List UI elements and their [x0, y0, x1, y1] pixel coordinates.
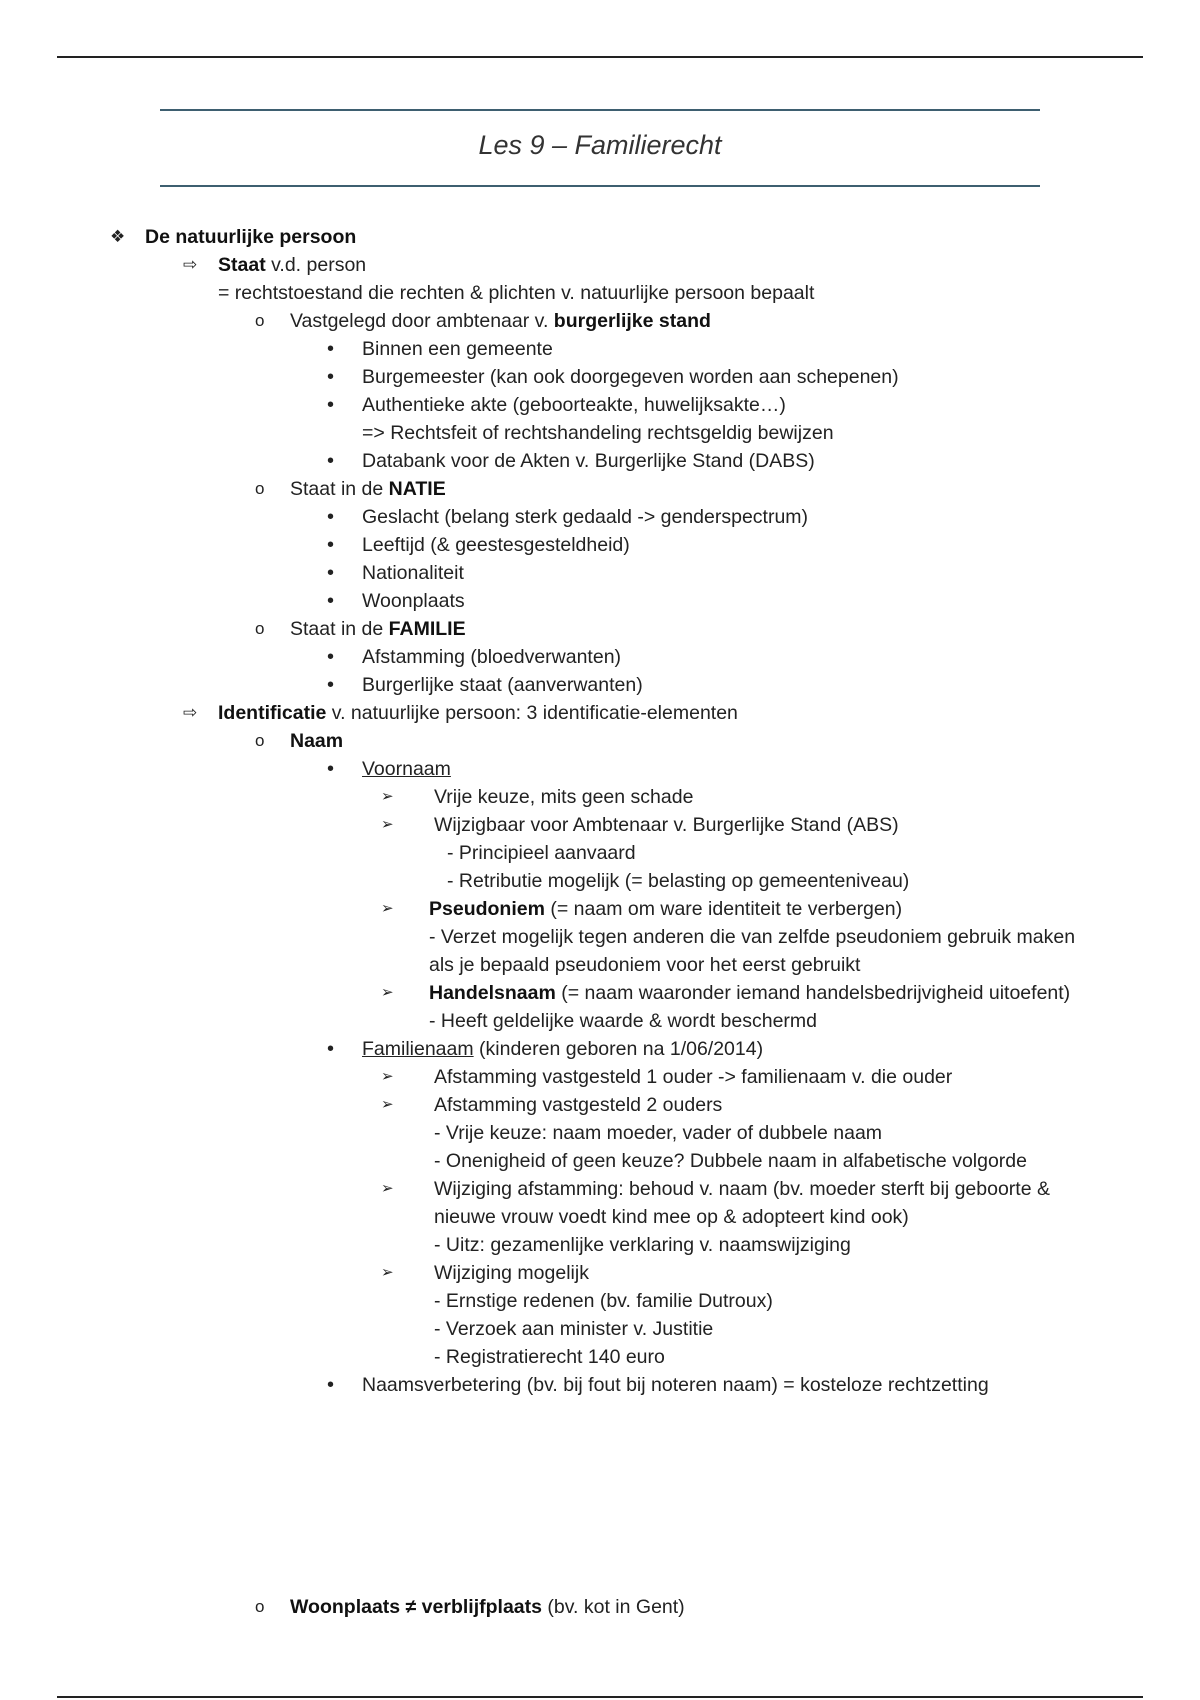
chevron-bullet-icon: ➢: [381, 816, 394, 833]
chevron-bullet-icon: ➢: [381, 788, 394, 805]
woonplaats-heading: Woonplaats ≠ verblijfplaats (bv. kot in Gent): [290, 1596, 685, 1618]
dot-bullet-icon: •: [327, 1374, 335, 1396]
staat-definition: = rechtstoestand die rechten & plichten v. natuurlijke persoon bepaalt: [218, 282, 815, 304]
familienaam-heading: Familienaam (kinderen geboren na 1/06/2014): [362, 1038, 764, 1060]
list-subitem: - Uitz: gezamenlijke verklaring v. naamswijziging: [434, 1234, 851, 1256]
dot-bullet-icon: •: [327, 1038, 335, 1060]
list-item: Afstamming vastgesteld 2 ouders: [434, 1094, 723, 1116]
diamond-bullet-icon: ❖: [110, 227, 126, 246]
list-item: Leeftijd (& geestesgesteldheid): [362, 534, 630, 556]
dot-bullet-icon: •: [327, 758, 335, 780]
vastgelegd-heading: Vastgelegd door ambtenaar v. burgerlijke stand: [290, 310, 711, 332]
title-rule-top: [160, 109, 1040, 111]
chevron-bullet-icon: ➢: [381, 1264, 394, 1281]
list-item: Wijzigbaar voor Ambtenaar v. Burgerlijke Stand (ABS): [434, 814, 899, 836]
list-item: Wijziging afstamming: behoud v. naam (bv. moeder sterft bij geboorte &: [434, 1178, 1050, 1200]
list-item: Databank voor de Akten v. Burgerlijke Stand (DABS): [362, 450, 815, 472]
circle-bullet-icon: o: [255, 731, 265, 750]
voornaam-heading: Voornaam: [362, 758, 451, 780]
list-subitem: - Onenigheid of geen keuze? Dubbele naam in alfabetische volgorde: [434, 1150, 1027, 1172]
circle-bullet-icon: o: [255, 479, 265, 498]
identificatie-heading: Identificatie v. natuurlijke persoon: 3 identificatie-elementen: [218, 702, 738, 724]
list-subitem: als je bepaald pseudoniem voor het eerst gebruikt: [429, 954, 861, 976]
natie-heading: Staat in de NATIE: [290, 478, 446, 500]
list-subitem: - Verzet mogelijk tegen anderen die van zelfde pseudoniem gebruik maken: [429, 926, 1076, 948]
dot-bullet-icon: •: [327, 562, 335, 584]
list-subitem: - Registratierecht 140 euro: [434, 1346, 665, 1368]
chevron-bullet-icon: ➢: [381, 900, 394, 917]
dot-bullet-icon: •: [327, 534, 335, 556]
dot-bullet-icon: •: [327, 674, 335, 696]
list-item: Burgemeester (kan ook doorgegeven worden aan schepenen): [362, 366, 899, 388]
list-subitem: - Verzoek aan minister v. Justitie: [434, 1318, 714, 1340]
list-item: Naamsverbetering (bv. bij fout bij noteren naam) = kosteloze rechtzetting: [362, 1374, 989, 1396]
dot-bullet-icon: •: [327, 590, 335, 612]
circle-bullet-icon: o: [255, 619, 265, 638]
chevron-bullet-icon: ➢: [381, 1180, 394, 1197]
dot-bullet-icon: •: [327, 506, 335, 528]
list-item: Geslacht (belang sterk gedaald -> genderspectrum): [362, 506, 809, 528]
chevron-bullet-icon: ➢: [381, 984, 394, 1001]
familie-heading: Staat in de FAMILIE: [290, 618, 466, 640]
dot-bullet-icon: •: [327, 450, 335, 472]
handelsnaam-item: Handelsnaam (= naam waaronder iemand handelsbedrijvigheid uitoefent): [429, 982, 1071, 1004]
chevron-bullet-icon: ➢: [381, 1068, 394, 1085]
pseudoniem-item: Pseudoniem (= naam om ware identiteit te verbergen): [429, 898, 903, 920]
list-subitem: - Principieel aanvaard: [447, 842, 636, 864]
list-item: Wijziging mogelijk: [434, 1262, 589, 1284]
list-subitem: - Heeft geldelijke waarde & wordt beschermd: [429, 1010, 818, 1032]
page-title: Les 9 – Familierecht: [478, 130, 722, 160]
list-item: Vrije keuze, mits geen schade: [434, 786, 694, 808]
circle-bullet-icon: o: [255, 1597, 265, 1616]
top-rule: [57, 56, 1143, 58]
title-rule-bottom: [160, 185, 1040, 187]
staat-heading: Staat v.d. person: [218, 254, 367, 276]
arrow-bullet-icon: ⇨: [183, 703, 198, 722]
list-item: Afstamming (bloedverwanten): [362, 646, 622, 668]
bottom-rule: [57, 1696, 1143, 1698]
list-item-continuation: nieuwe vrouw voedt kind mee op & adopteert kind ook): [434, 1206, 909, 1228]
dot-bullet-icon: •: [327, 394, 335, 416]
list-item: Authentieke akte (geboorteakte, huwelijksakte…): [362, 394, 786, 416]
dot-bullet-icon: •: [327, 366, 335, 388]
list-item: Afstamming vastgesteld 1 ouder -> familienaam v. die ouder: [434, 1066, 953, 1088]
arrow-bullet-icon: ⇨: [183, 255, 198, 274]
list-subitem: - Ernstige redenen (bv. familie Dutroux): [434, 1290, 773, 1312]
list-item: Binnen een gemeente: [362, 338, 553, 360]
chevron-bullet-icon: ➢: [381, 1096, 394, 1113]
list-item-continuation: => Rechtsfeit of rechtshandeling rechtsgeldig bewijzen: [362, 422, 834, 444]
dot-bullet-icon: •: [327, 338, 335, 360]
list-item: Nationaliteit: [362, 562, 464, 584]
list-subitem: - Retributie mogelijk (= belasting op gemeenteniveau): [447, 870, 910, 892]
dot-bullet-icon: •: [327, 646, 335, 668]
list-item: Burgerlijke staat (aanverwanten): [362, 674, 643, 696]
list-item: Woonplaats: [362, 590, 465, 612]
circle-bullet-icon: o: [255, 311, 265, 330]
section-heading: De natuurlijke persoon: [145, 226, 357, 248]
list-subitem: - Vrije keuze: naam moeder, vader of dubbele naam: [434, 1122, 883, 1144]
naam-heading: Naam: [290, 730, 344, 752]
